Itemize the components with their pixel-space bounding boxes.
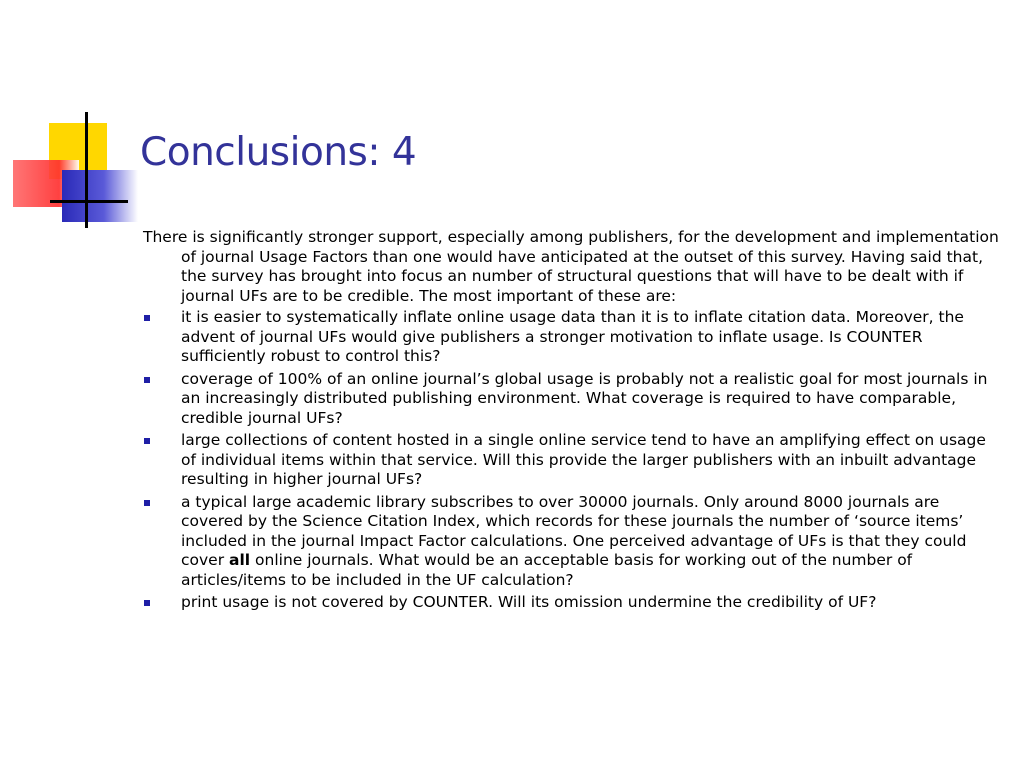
square-bullet-icon: [144, 600, 150, 606]
bullet-item: [143, 308, 1003, 367]
horizontal-line: [50, 200, 128, 203]
square-bullet-icon: [144, 438, 150, 444]
square-bullet-icon: [144, 500, 150, 506]
blue-block: [62, 170, 138, 222]
bullet-item: [143, 370, 1003, 429]
bullet-text: large collections of content hosted in a single online service tend to have an amplifying effect on usage of individual items within that service. Will this provide the larger publishers with an inbuilt advantage resulting in higher journal UFs?: [181, 431, 986, 488]
intro-paragraph: There is significantly stronger support, especially among publishers, for the development and implementation of journal Usage Factors than one would have anticipated at the outset of this survey. Having said that, the survey has brought into focus an number of structural questions that will have to be dealt with if journal UFs are to be credible. The most important of these are:: [143, 228, 999, 305]
square-bullet-icon: [144, 315, 150, 321]
bullet-text-emphasis: all: [229, 551, 251, 569]
bullet-item: [143, 493, 1003, 591]
bullet-text-after: online journals. What would be an acceptable basis for working out of the number of articles/items to be included in the UF calculation?: [181, 551, 913, 589]
vertical-line: [85, 112, 88, 228]
bullet-text: it is easier to systematically inflate online usage data than it is to inflate citation data. Moreover, the advent of journal UFs would give publishers a stronger motivation to inflate usage. Is COUNTER sufficiently robust to control this?: [181, 308, 964, 365]
bullet-text: print usage is not covered by COUNTER. Will its omission undermine the credibility of UF?: [181, 593, 877, 611]
bullet-item: [143, 431, 1003, 490]
bullet-item: [143, 593, 1003, 613]
bullet-list: [143, 308, 1003, 613]
slide-body: [143, 228, 1003, 616]
square-bullet-icon: [144, 377, 150, 383]
bullet-text-before: a typical large academic library subscribes to over 30000 journals. Only around 8000 journals are covered by the Science Citation Index, which records for these journals the number of ‘source items’ included in the journal Impact Factor calculations. One perceived advantage of UFs is that they could cover: [181, 492, 967, 569]
slide-title: Conclusions: 4: [140, 130, 417, 175]
bullet-text: coverage of 100% of an online journal’s global usage is probably not a realistic goal for most journals in an increasingly distributed publishing environment. What coverage is required to have comparable, credible journal UFs?: [181, 369, 988, 427]
